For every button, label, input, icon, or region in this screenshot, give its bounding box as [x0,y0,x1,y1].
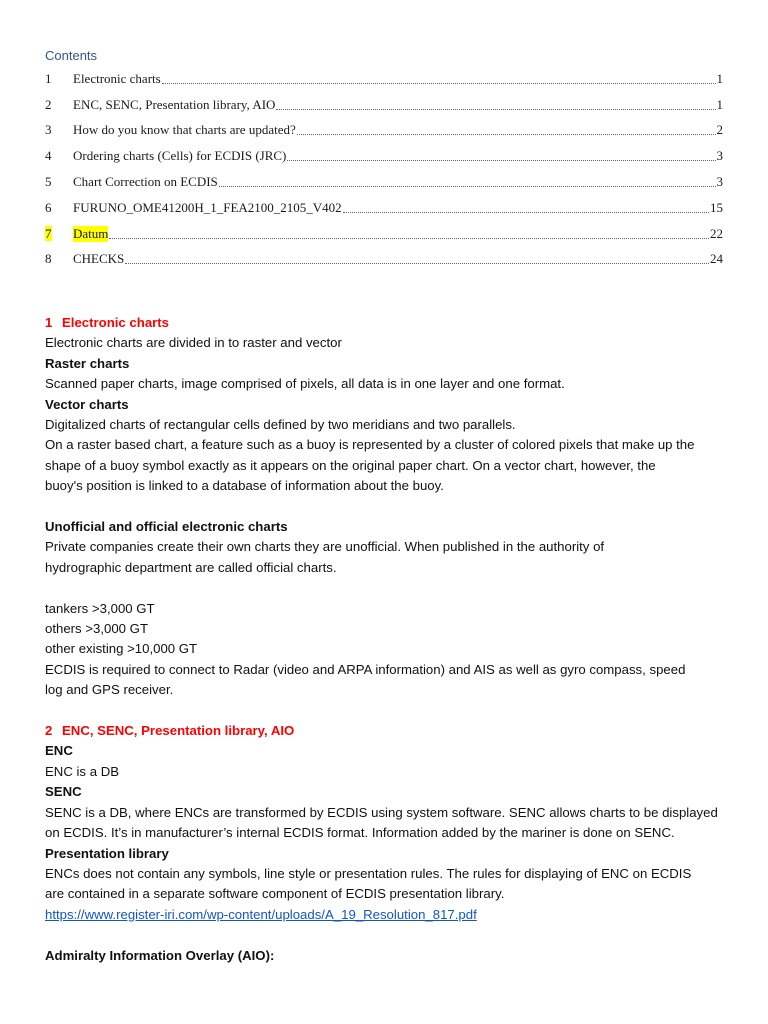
toc-entry-number: 5 [45,174,52,190]
toc-entry-title: Electronic charts [73,70,161,86]
toc-entry-page: 22 [710,225,723,241]
toc-entry-number: 1 [45,70,52,86]
section-1-heading [45,313,735,333]
toc-entry-title: FURUNO_OME41200H_1_FEA2100_2105_V402 [73,199,342,215]
document-body [45,313,735,966]
paragraph: On a raster based chart, a feature such as a buoy is represented by a cluster of colored pixels that make up the [45,437,695,453]
toc-entry[interactable] [45,247,723,273]
spacer [45,925,735,945]
toc-entry-title: ENC, SENC, Presentation library, AIO [73,96,276,112]
paragraph: shape of a buoy symbol exactly as it appears on the original paper chart. On a vector chart, however, the [45,457,656,473]
toc-entry-page: 15 [710,199,723,215]
paragraph: SENC is a DB, where ENCs are transformed by ECDIS using system software. SENC allows charts to be displayed [45,804,718,820]
toc-entry[interactable] [45,143,723,169]
table-of-contents [45,66,723,272]
toc-entry-number: 3 [45,122,52,138]
section-2-title: ENC, SENC, Presentation library, AIO [62,723,295,739]
spacer [45,578,735,598]
toc-leader-dots [287,151,715,161]
toc-entry[interactable] [45,92,723,118]
raster-heading: Raster charts [45,355,130,371]
toc-title: Contents [45,48,98,63]
toc-entry-number: 2 [45,96,52,112]
section-1-number: 1 [45,315,53,330]
toc-entry-title: Ordering charts (Cells) for ECDIS (JRC) [73,148,287,164]
toc-leader-dots [219,177,716,187]
toc-entry[interactable] [45,221,723,247]
paragraph: on ECDIS. It’s in manufacturer’s internal ECDIS format. Information added by the mariner is done on SENC. [45,825,675,841]
aio-heading: Admiralty Information Overlay (AIO): [45,947,275,963]
toc-entry-title: Datum [73,225,109,241]
paragraph: Electronic charts are divided in to raster and vector [45,335,342,351]
toc-entry-page: 1 [716,70,723,86]
toc-entry[interactable] [45,195,723,221]
toc-entry[interactable] [45,118,723,144]
toc-entry-title: How do you know that charts are updated? [73,122,296,138]
toc-entry-number: 7 [45,225,52,241]
presentation-library-heading: Presentation library [45,845,169,861]
toc-entry[interactable] [45,66,723,92]
toc-entry-title: Chart Correction on ECDIS [73,174,218,190]
toc-entry-page: 1 [716,96,723,112]
toc-entry-title: CHECKS [73,251,125,267]
paragraph: ECDIS is required to connect to Radar (video and ARPA information) and AIS as well as gyro compass, speed [45,661,686,677]
resolution-pdf-link[interactable]: https://www.register-iri.com/wp-content/uploads/A_19_Resolution_817.pdf [45,906,477,922]
paragraph: Private companies create their own charts they are unofficial. When published in the authority of [45,539,605,555]
paragraph: buoy's position is linked to a database of information about the buoy. [45,478,444,494]
toc-entry-number: 4 [45,148,52,164]
section-2-heading [45,721,735,741]
paragraph: log and GPS receiver. [45,682,174,698]
toc-entry-page: 3 [716,174,723,190]
senc-heading: SENC [45,784,82,800]
toc-leader-dots [343,203,709,213]
paragraph: others >3,000 GT [45,621,148,637]
paragraph: tankers >3,000 GT [45,600,155,616]
paragraph: Scanned paper charts, image comprised of pixels, all data is in one layer and one format. [45,376,565,392]
toc-entry[interactable] [45,169,723,195]
spacer [45,701,735,721]
paragraph: ENCs does not contain any symbols, line style or presentation rules. The rules for displaying of ENC on ECDIS [45,865,692,881]
official-heading: Unofficial and official electronic charts [45,519,288,535]
paragraph: Digitalized charts of rectangular cells defined by two meridians and two parallels. [45,417,516,433]
paragraph: ENC is a DB [45,763,120,779]
toc-entry-number: 6 [45,199,52,215]
paragraph: hydrographic department are called official charts. [45,559,337,575]
toc-leader-dots [125,254,709,264]
vector-heading: Vector charts [45,396,129,412]
section-2-number: 2 [45,723,53,739]
toc-entry-page: 24 [710,251,723,267]
toc-entry-page: 2 [716,122,723,138]
spacer [45,497,735,517]
toc-leader-dots [162,74,716,84]
paragraph: other existing >10,000 GT [45,641,198,657]
toc-leader-dots [276,100,715,110]
toc-leader-dots [109,229,709,239]
enc-heading: ENC [45,743,73,759]
toc-entry-number: 8 [45,251,52,267]
toc-entry-page: 3 [716,148,723,164]
toc-leader-dots [297,125,716,135]
paragraph: are contained in a separate software component of ECDIS presentation library. [45,886,505,902]
section-1-title: Electronic charts [62,315,170,330]
